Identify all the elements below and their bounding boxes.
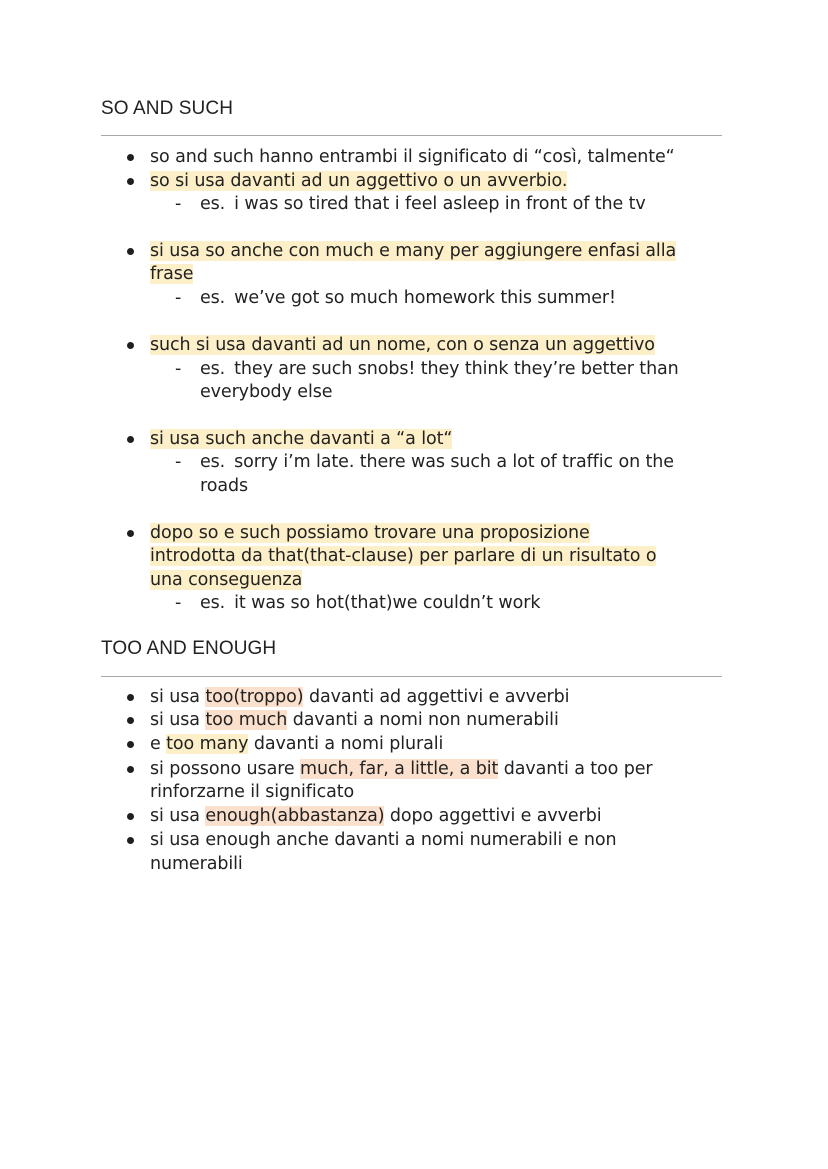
dash-bullet: -	[175, 359, 182, 379]
example-line: es. we’ve got so much homework this summer!	[200, 288, 616, 308]
bullet-icon	[127, 717, 134, 724]
bullet-icon	[127, 766, 134, 773]
list-item: si usa such anche davanti a “a lot“	[150, 429, 453, 449]
bullet-icon	[127, 837, 134, 844]
heading-divider	[101, 676, 722, 677]
bullet-icon	[127, 342, 134, 349]
list-item: so si usa davanti ad un aggettivo o un avverbio.	[150, 171, 568, 191]
example-line: es. i was so tired that i feel asleep in front of the tv	[200, 194, 646, 214]
dash-bullet: -	[175, 288, 182, 308]
list-item-continuation: numerabili	[150, 854, 243, 874]
dash-bullet: -	[175, 452, 182, 472]
list-item-continuation: introdotta da that(that-clause) per parlare di un risultato o	[150, 546, 657, 566]
bullet-icon	[127, 178, 134, 185]
list-item: e too many davanti a nomi plurali	[150, 734, 444, 754]
example-line: es. it was so hot(that)we couldn’t work	[200, 593, 541, 613]
list-item-continuation: frase	[150, 264, 194, 284]
bullet-icon	[127, 154, 134, 161]
heading-so-and-such: SO AND SUCH	[101, 98, 234, 119]
example-line: es. sorry i’m late. there was such a lot of traffic on the	[200, 452, 674, 472]
heading-divider	[101, 135, 722, 136]
heading-too-and-enough: TOO AND ENOUGH	[101, 638, 277, 659]
bullet-icon	[127, 530, 134, 537]
list-item: si usa too(troppo) davanti ad aggettivi e avverbi	[150, 687, 570, 707]
list-item: si usa enough anche davanti a nomi numerabili e non	[150, 830, 617, 850]
bullet-icon	[127, 436, 134, 443]
list-item: si usa enough(abbastanza) dopo aggettivi e avverbi	[150, 806, 602, 826]
bullet-icon	[127, 813, 134, 820]
bullet-icon	[127, 694, 134, 701]
list-item: si usa too much davanti a nomi non numerabili	[150, 710, 559, 730]
bullet-icon	[127, 741, 134, 748]
list-item: such si usa davanti ad un nome, con o senza un aggettivo	[150, 335, 655, 355]
example-line: es. they are such snobs! they think they’re better than	[200, 359, 679, 379]
dash-bullet: -	[175, 194, 182, 214]
list-item: si usa so anche con much e many per aggiungere enfasi alla	[150, 241, 677, 261]
bullet-icon	[127, 248, 134, 255]
list-item-continuation: una conseguenza	[150, 570, 303, 590]
list-item: dopo so e such possiamo trovare una proposizione	[150, 523, 590, 543]
example-line-continuation: everybody else	[200, 382, 333, 402]
example-line-continuation: roads	[200, 476, 248, 496]
list-item: so and such hanno entrambi il significato di “così, talmente“	[150, 147, 675, 167]
dash-bullet: -	[175, 593, 182, 613]
list-item: si possono usare much, far, a little, a bit davanti a too per	[150, 759, 653, 779]
list-item-continuation: rinforzarne il significato	[150, 782, 355, 802]
